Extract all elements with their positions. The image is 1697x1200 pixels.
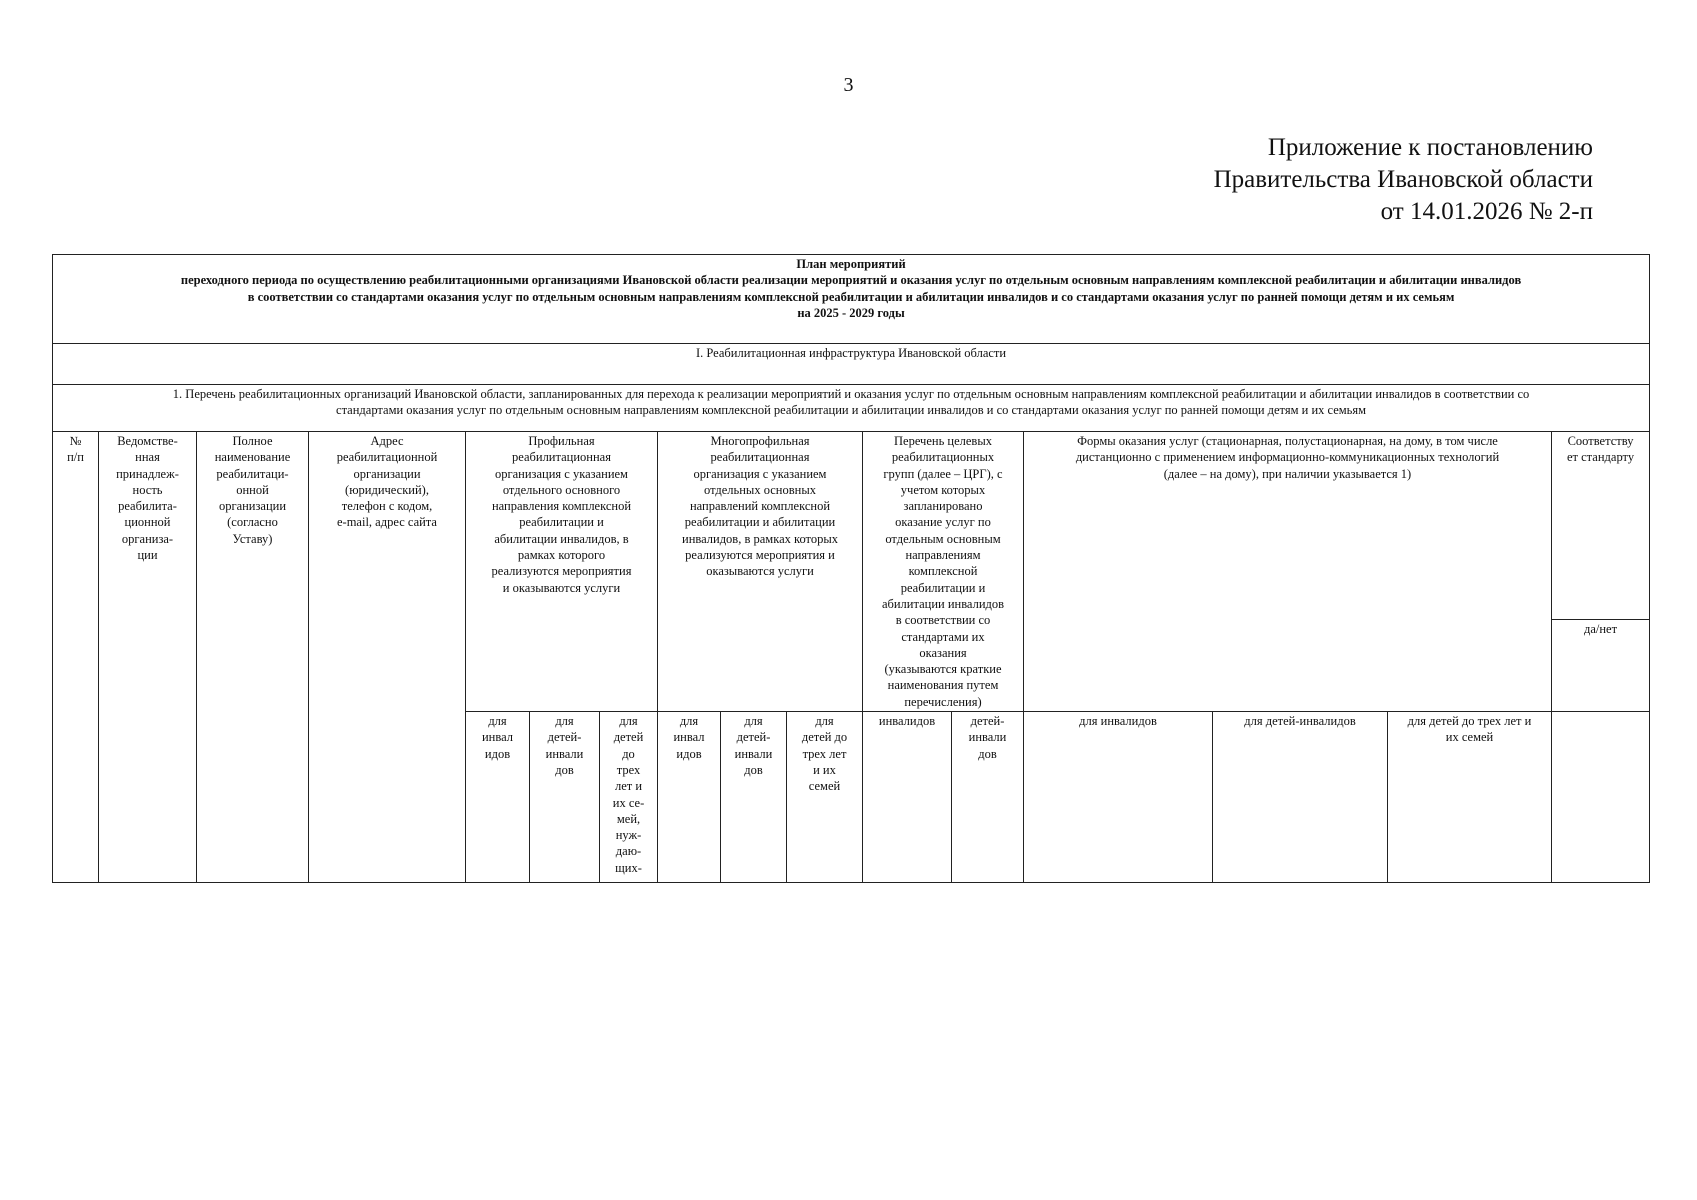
plan-title-line-3: в соответствии со стандартами оказания услуг по отдельным основным направлениям комплексной реабилитации и абилитации инвалидов и со стандартами оказания услуг по ранней помощи детям и их семьям	[247, 289, 1455, 304]
header-text-line: организация с указанием	[495, 466, 628, 481]
header-text-line: детей	[613, 730, 644, 745]
header-text-line: инвали	[734, 746, 773, 761]
header-text-line: Профильная	[528, 434, 595, 448]
header-text-line: направления комплексной	[491, 499, 632, 514]
header-text-line: отдельных основных	[704, 482, 816, 497]
header-text-line: групп (далее – ЦРГ), с	[883, 466, 1003, 481]
header-text-line: запланировано	[903, 499, 983, 514]
list-title-line-1: 1. Перечень реабилитационных организаций Ивановской области, запланированных для перехода к реализации мероприятий и оказания услуг по отдельным основным направлениям комплексной реабилитации и абилитации инвалидов в соответствии со	[172, 387, 1530, 401]
header-text-line: реализуются мероприятия и	[685, 548, 835, 563]
sub-multi-disabled	[658, 712, 721, 883]
header-text-line: организации	[353, 466, 421, 481]
header-text-line: лет и	[614, 779, 643, 794]
header-text-line: реабилитации и	[900, 580, 986, 595]
col-profile-org	[466, 432, 658, 712]
header-text-line: оказание услуг по	[895, 515, 991, 530]
header-text-line: реабилитационная	[710, 450, 810, 465]
header-text-line: инвалидов, в рамках которых	[682, 531, 838, 546]
header-text-line: реабилитационных	[891, 450, 995, 465]
header-text-line: нная	[135, 450, 160, 465]
header-text-line: для	[619, 714, 638, 729]
header-text-line: (юридический),	[345, 482, 429, 497]
header-text-line: направлений комплексной	[689, 499, 831, 514]
header-text-line: реабилита-	[118, 499, 177, 514]
header-text-line: Адрес	[370, 434, 404, 448]
header-text-line: в соответствии со	[895, 613, 991, 628]
header-text-line: принадлеж-	[116, 466, 179, 481]
header-text-line: для	[744, 714, 763, 729]
header-text-line: инвалидов	[878, 714, 936, 729]
header-text-line: инвали	[545, 746, 584, 761]
header-text-line: трех	[616, 762, 641, 777]
sub-forms-disabled: для инвалидов	[1024, 712, 1213, 883]
col-department	[99, 432, 197, 883]
header-text-line: для детей до трех лет и	[1407, 714, 1532, 729]
plan-title-line-4: на 2025 - 2029 годы	[797, 305, 905, 320]
header-text-line: и оказываются услуги	[502, 580, 621, 595]
page-number: 3	[843, 74, 854, 96]
header-text-line: детей-	[736, 730, 771, 745]
header-text-line: нуж-	[615, 828, 642, 843]
header-text-line: для	[555, 714, 574, 729]
col-address	[309, 432, 466, 883]
header-text-line: ет стандарту	[1567, 450, 1635, 465]
sub-target-disabled	[863, 712, 952, 883]
header-text-line: направлениям	[905, 548, 981, 563]
header-text-line: абилитации инвалидов, в	[494, 531, 629, 546]
header-text-line: реабилитации и	[519, 515, 604, 530]
plan-title-line-1: План мероприятий	[796, 257, 906, 271]
header-text-line: телефон с кодом,	[341, 499, 433, 514]
header-text-line: их семей	[1445, 730, 1494, 745]
appendix-line-1: Приложение к постановлению	[1267, 134, 1593, 161]
header-text-line: дов	[744, 762, 763, 777]
list-title-line-2: стандартами оказания услуг по отдельным основным направлениям комплексной реабилитации и абилитации инвалидов и со стандартами оказания услуг по ранней помощи детям и их семьям	[336, 403, 1367, 418]
header-text-line: оказываются услуги	[706, 564, 814, 579]
sub-standard-empty	[1552, 712, 1650, 883]
header-text-line: и их	[813, 762, 836, 777]
header-text-line: (далее – на дому), при наличии указывается 1)	[1163, 466, 1412, 481]
header-text-line: (согласно	[227, 515, 278, 530]
list-title	[53, 385, 1650, 432]
plan-table	[52, 254, 1650, 883]
header-text-line: мей,	[616, 811, 641, 826]
header-text-line: реабилитаци-	[216, 466, 289, 481]
header-text-line: №	[69, 434, 82, 448]
header-text-line: организация с указанием	[693, 466, 827, 481]
plan-title	[53, 255, 1650, 344]
header-text-line: для	[679, 714, 699, 729]
header-text-line: учетом которых	[900, 482, 986, 497]
header-text-line: реализуются мероприятия	[491, 564, 632, 579]
header-text-line: Соответству	[1567, 434, 1634, 448]
header-text-line: для	[815, 714, 834, 729]
header-text-line: стандартами их	[901, 629, 985, 644]
sub-multi-children	[721, 712, 787, 883]
header-text-line: Уставу)	[232, 531, 273, 546]
header-text-line: наименование	[214, 450, 291, 465]
header-text-line: отдельного основного	[502, 482, 621, 497]
header-text-line: наименования путем	[887, 678, 999, 693]
header-text-line: рамках которого	[517, 548, 606, 563]
col-standard	[1552, 432, 1650, 620]
sub-forms-children: для детей-инвалидов	[1213, 712, 1388, 883]
header-text-line: детей-	[970, 714, 1005, 729]
col-number	[53, 432, 99, 883]
header-text-line: реабилитационной	[336, 450, 438, 465]
plan-title-line-2: переходного периода по осуществлению реабилитационными организациями Ивановской области реализации мероприятий и оказания услуг по отдельным основным направлениям комплексной реабилитации и абилитации инвалидов	[180, 273, 1522, 288]
col-yes-no: да/нет	[1552, 620, 1650, 712]
sub-profile-children	[530, 712, 600, 883]
col-multiprofile-org	[658, 432, 863, 712]
header-text-line: п/п	[67, 450, 84, 465]
header-text-line: ционной	[124, 515, 171, 530]
header-text-line: Формы оказания услуг (стационарная, полустационарная, на дому, в том числе	[1077, 434, 1498, 448]
header-text-line: их се-	[612, 795, 645, 810]
header-text-line: дов	[555, 762, 574, 777]
header-text-line: инвал	[481, 730, 513, 745]
section-title: I. Реабилитационная инфраструктура Ивановской области	[53, 344, 1650, 385]
header-text-line: щих-	[615, 860, 642, 875]
header-text-line: до	[622, 746, 635, 761]
header-text-line: организа-	[121, 531, 174, 546]
header-text-line: Полное	[232, 434, 273, 448]
sub-target-children	[952, 712, 1024, 883]
header-text-line: даю-	[615, 844, 642, 859]
header-text-line: детей-	[547, 730, 582, 745]
header-text-line: ции	[137, 548, 158, 563]
header-text-line: комплексной	[908, 564, 978, 579]
header-text-line: дов	[978, 746, 997, 761]
header-text-line: трех лет	[802, 746, 847, 761]
header-text-line: Перечень целевых	[894, 434, 992, 448]
header-text-line: детей до	[801, 730, 848, 745]
header-text-line: инвал	[673, 730, 705, 745]
header-text-line: (указываются краткие	[884, 662, 1002, 677]
appendix-line-3: от 14.01.2026 № 2-п	[1380, 198, 1593, 225]
header-text-line: для	[488, 714, 507, 729]
col-target-groups	[863, 432, 1024, 712]
header-text-line: Многопрофильная	[710, 434, 810, 448]
sub-multi-under3	[787, 712, 863, 883]
appendix-header	[1214, 132, 1593, 228]
header-text-line: организации	[218, 499, 287, 514]
col-full-name	[197, 432, 309, 883]
header-text-line: ность	[132, 482, 163, 497]
header-text-line: абилитации инвалидов	[881, 596, 1005, 611]
sub-forms-under3	[1388, 712, 1552, 883]
appendix-line-2: Правительства Ивановской области	[1213, 166, 1593, 193]
header-text-line: идов	[484, 746, 511, 761]
sub-profile-under3	[600, 712, 658, 883]
header-text-line: Ведомстве-	[117, 434, 178, 448]
header-text-line: онной	[236, 482, 269, 497]
col-service-forms	[1024, 432, 1552, 712]
header-text-line: перечисления)	[904, 694, 982, 709]
header-text-line: инвали	[968, 730, 1007, 745]
sub-profile-disabled	[466, 712, 530, 883]
header-text-line: отдельным основным	[885, 531, 1001, 546]
header-text-line: реабилитации и абилитации	[684, 515, 836, 530]
header-text-line: идов	[676, 746, 702, 761]
header-text-line: оказания	[919, 645, 967, 660]
header-text-line: дистанционно с применением информационно-коммуникационных технологий	[1075, 450, 1500, 465]
header-text-line: семей	[808, 779, 841, 794]
header-text-line: e-mail, адрес сайта	[337, 515, 437, 530]
header-text-line: реабилитационная	[512, 450, 611, 465]
